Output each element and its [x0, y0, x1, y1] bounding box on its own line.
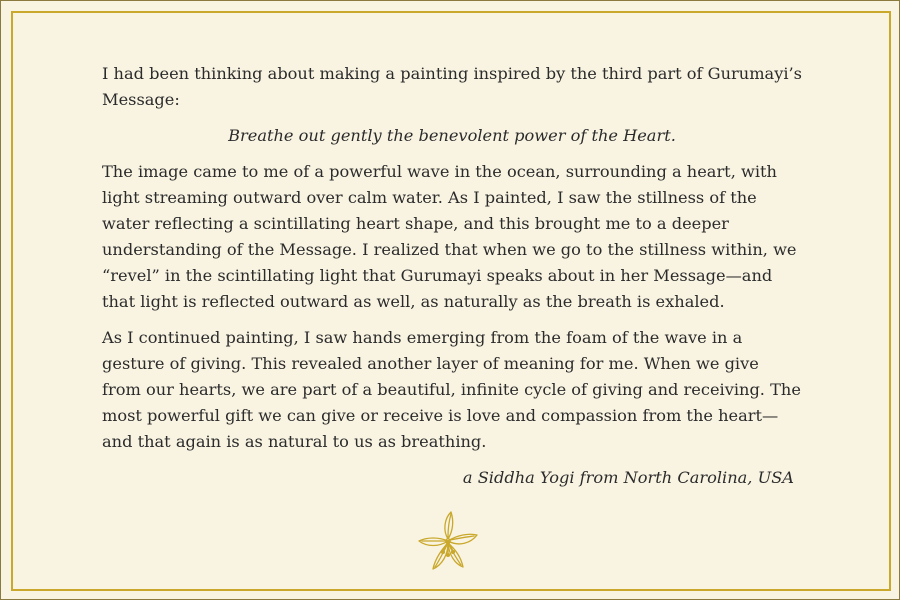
intro-paragraph: I had been thinking about making a painting inspired by the third part of Gurumayi’s Message: — [102, 64, 802, 109]
body-paragraph-2: As I continued painting, I saw hands emerging from the foam of the wave in a gesture of giving. This revealed another layer of meaning for me. When we give from our hearts, we are part of a beautiful, infinite cycle of giving and receiving. The most powerful gift we can give or receive is love and compassion from the heart—and that again is as natural to us as breathing. — [102, 328, 801, 451]
letter-body — [102, 61, 802, 501]
message-quote: Breathe out gently the benevolent power of the Heart. — [228, 126, 676, 145]
body-paragraph-1: The image came to me of a powerful wave in the ocean, surrounding a heart, with light streaming outward over calm water. As I painted, I saw the stillness of the water reflecting a scintillating heart shape, and this brought me to a deeper understanding of the Message. I realized that when we go to the stillness within, we “revel” in the scintillating light that Gurumayi speaks about in her Message—and that light is reflected outward as well, as naturally as the breath is exhaled. — [102, 162, 797, 311]
lily-icon — [415, 509, 481, 575]
signature: a Siddha Yogi from North Carolina, USA — [462, 468, 794, 487]
